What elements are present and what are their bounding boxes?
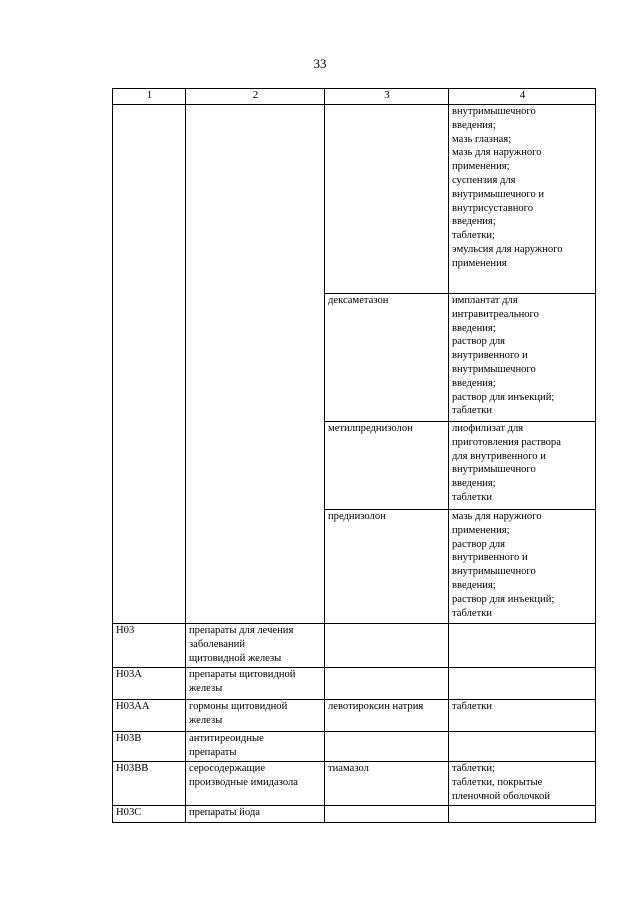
- drug-name-cell: тиамазол: [325, 762, 449, 806]
- drug-name-cell: [325, 732, 449, 762]
- table-row: [113, 668, 596, 700]
- page-number: 33: [313, 56, 327, 71]
- drug-name-cell: дексаметазон: [325, 294, 449, 422]
- drug-name-cell: [325, 668, 449, 700]
- column-header-4: 4: [449, 89, 596, 105]
- dosage-forms-cell: внутримышечного введения; мазь глазная; мазь для наружного применения; суспензия для внутримышечного и внутрисуставного введения; таблетки; эмульсия для наружного применения: [449, 105, 596, 294]
- group-name-cell: препараты щитовидной железы: [186, 668, 325, 700]
- dosage-forms-cell: [449, 668, 596, 700]
- dosage-forms-cell: имплантат для интравитреального введения; раствор для внутривенного и внутримышечного введения; раствор для инъекций; таблетки: [449, 294, 596, 422]
- column-header-1: 1: [113, 89, 186, 105]
- table-row: [113, 732, 596, 762]
- column-header-2: 2: [186, 89, 325, 105]
- atc-code-cell: H03BB: [113, 762, 186, 806]
- dosage-forms-cell: таблетки; таблетки, покрытые пленочной оболочкой: [449, 762, 596, 806]
- table-row: [113, 700, 596, 732]
- drug-list-table: [112, 88, 596, 823]
- drug-cell-empty: [325, 105, 449, 294]
- column-header-3: 3: [325, 89, 449, 105]
- group-name-cell: серосодержащие производные имидазола: [186, 762, 325, 806]
- table-row: [113, 806, 596, 823]
- table-header-row: [113, 89, 596, 105]
- atc-code-cell: H03AA: [113, 700, 186, 732]
- group-name-cell: гормоны щитовидной железы: [186, 700, 325, 732]
- group-name-cell: препараты йода: [186, 806, 325, 823]
- atc-code-cell: H03: [113, 624, 186, 668]
- dosage-forms-cell: [449, 732, 596, 762]
- code-cell-empty: [113, 105, 186, 624]
- dosage-forms-cell: мазь для наружного применения; раствор для внутривенного и внутримышечного введения; раствор для инъекций; таблетки: [449, 510, 596, 624]
- table-row: [113, 762, 596, 806]
- atc-code-cell: H03A: [113, 668, 186, 700]
- dosage-forms-cell: лиофилизат для приготовления раствора для внутривенного и внутримышечного введения; таблетки: [449, 422, 596, 510]
- atc-code-cell: H03C: [113, 806, 186, 823]
- group-name-cell: антитиреоидные препараты: [186, 732, 325, 762]
- drug-name-cell: [325, 624, 449, 668]
- dosage-forms-cell: таблетки: [449, 700, 596, 732]
- drug-name-cell: левотироксин натрия: [325, 700, 449, 732]
- drug-name-cell: преднизолон: [325, 510, 449, 624]
- group-name-cell: препараты для лечения заболеваний щитовидной железы: [186, 624, 325, 668]
- atc-code-cell: H03B: [113, 732, 186, 762]
- table-row: [113, 105, 596, 294]
- dosage-forms-cell: [449, 624, 596, 668]
- group-cell-empty: [186, 105, 325, 624]
- drug-name-cell: [325, 806, 449, 823]
- table-row: [113, 624, 596, 668]
- drug-name-cell: метилпреднизолон: [325, 422, 449, 510]
- dosage-forms-cell: [449, 806, 596, 823]
